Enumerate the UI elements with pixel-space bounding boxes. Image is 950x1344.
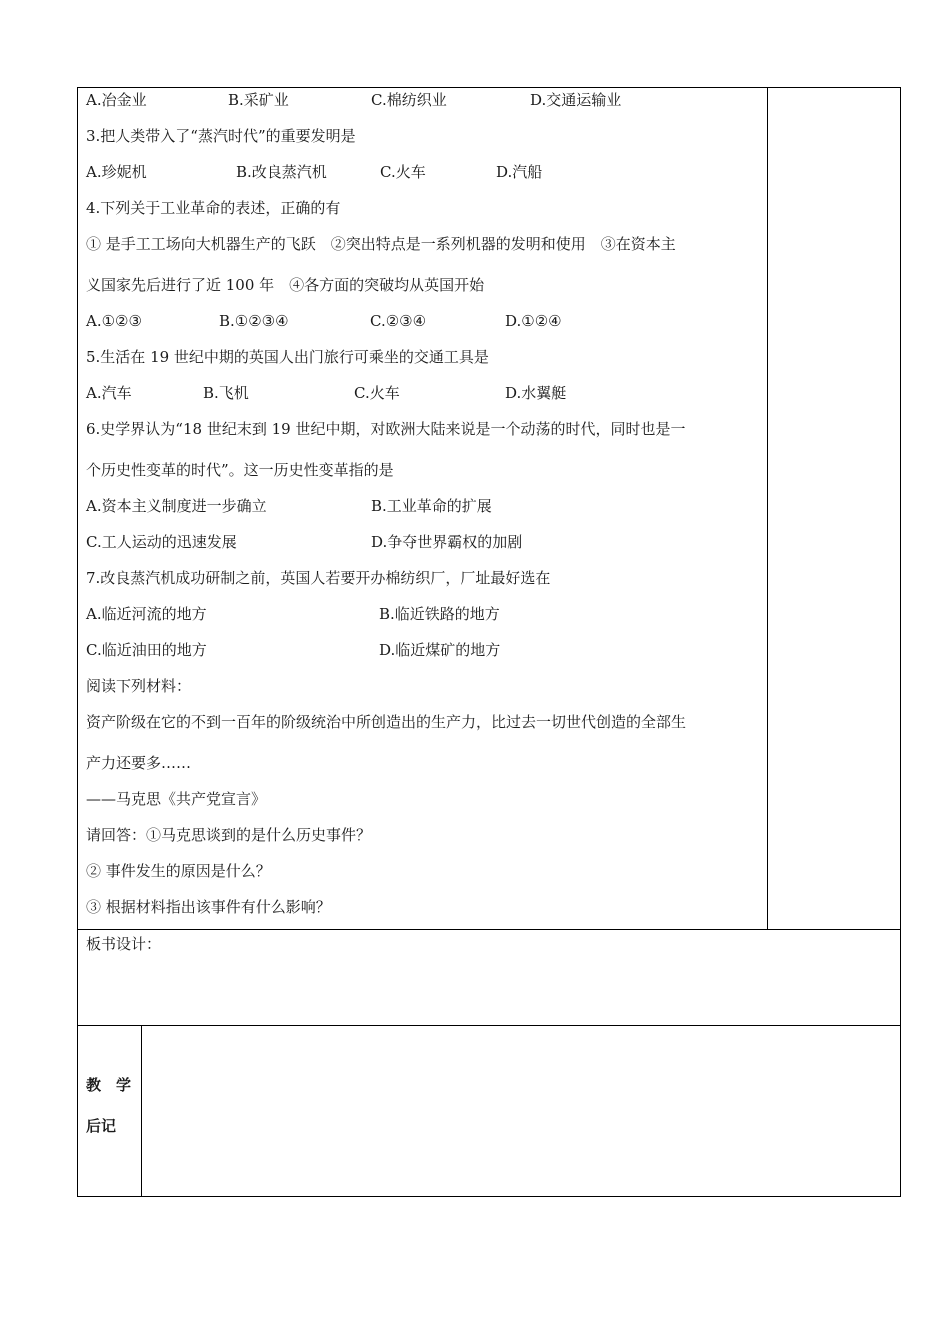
q6-option-d: D.争夺世界霸权的加剧	[371, 533, 523, 551]
q4-stem: 4.下列关于工业革命的表述，正确的有	[86, 199, 341, 217]
q4-statements-line1: ① 是手工工场向大机器生产的飞跃 ②突出特点是一系列机器的发明和使用 ③在资本主	[86, 235, 676, 253]
q2-option-b: B.采矿业	[228, 91, 289, 109]
reading-quote-line2: 产力还要多……	[86, 754, 192, 772]
postscript-content-area[interactable]	[142, 1026, 900, 1196]
q5-option-a: A.汽车	[86, 384, 132, 402]
table-left-border	[77, 87, 78, 1197]
q6-option-a: A.资本主义制度进一步确立	[86, 497, 267, 515]
reading-question-2: ② 事件发生的原因是什么？	[86, 862, 271, 880]
q6-stem-line1: 6.史学界认为“18 世纪末到 19 世纪中期，对欧洲大陆来说是一个动荡的时代，同时也是一	[86, 420, 686, 438]
q3-stem: 3.把人类带入了“蒸汽时代”的重要发明是	[86, 127, 356, 145]
q4-option-c: C.②③④	[370, 312, 427, 330]
reading-source: ——马克思《共产党宣言》	[86, 790, 267, 808]
q4-option-a: A.①②③	[86, 312, 142, 330]
q2-option-d: D.交通运输业	[530, 91, 622, 109]
reading-quote-line1: 资产阶级在它的不到一百年的阶级统治中所创造出的生产力，比过去一切世代创造的全部生	[86, 713, 687, 731]
reading-intro: 阅读下列材料：	[86, 677, 192, 695]
q3-option-b: B.改良蒸汽机	[236, 163, 327, 181]
q5-option-b: B.飞机	[203, 384, 249, 402]
q5-option-c: C.火车	[354, 384, 400, 402]
q6-option-c: C.工人运动的迅速发展	[86, 533, 237, 551]
table-column-divider	[767, 87, 768, 929]
table-right-border	[900, 87, 901, 1197]
q6-option-b: B.工业革命的扩展	[371, 497, 492, 515]
board-design-label: 板书设计：	[86, 935, 162, 953]
q7-option-a: A.临近河流的地方	[86, 605, 207, 623]
reading-question-3: ③ 根据材料指出该事件有什么影响？	[86, 898, 331, 916]
q2-option-a: A.冶金业	[86, 91, 147, 109]
q3-option-c: C.火车	[380, 163, 426, 181]
q5-option-d: D.水翼艇	[505, 384, 567, 402]
q7-option-d: D.临近煤矿的地方	[379, 641, 501, 659]
q7-option-c: C.临近油田的地方	[86, 641, 207, 659]
postscript-label-line1: 教 学	[86, 1076, 132, 1094]
table-top-border	[77, 87, 901, 88]
q4-statements-line2: 义国家先后进行了近 100 年 ④各方面的突破均从英国开始	[86, 276, 485, 294]
board-section-top-border	[77, 929, 901, 930]
q7-option-b: B.临近铁路的地方	[379, 605, 500, 623]
reading-question-1: 请回答：①马克思谈到的是什么历史事件？	[86, 826, 372, 844]
q2-option-c: C.棉纺织业	[371, 91, 447, 109]
q4-option-d: D.①②④	[505, 312, 562, 330]
postscript-label-line2: 后记	[86, 1117, 117, 1135]
q3-option-a: A.珍妮机	[86, 163, 147, 181]
q3-option-d: D.汽船	[496, 163, 543, 181]
table-bottom-border	[77, 1196, 901, 1197]
q5-stem: 5.生活在 19 世纪中期的英国人出门旅行可乘坐的交通工具是	[86, 348, 489, 366]
q6-stem-line2: 个历史性变革的时代”。这一历史性变革指的是	[86, 461, 394, 479]
q4-option-b: B.①②③④	[219, 312, 289, 330]
q7-stem: 7.改良蒸汽机成功研制之前，英国人若要开办棉纺织厂，厂址最好选在	[86, 569, 551, 587]
